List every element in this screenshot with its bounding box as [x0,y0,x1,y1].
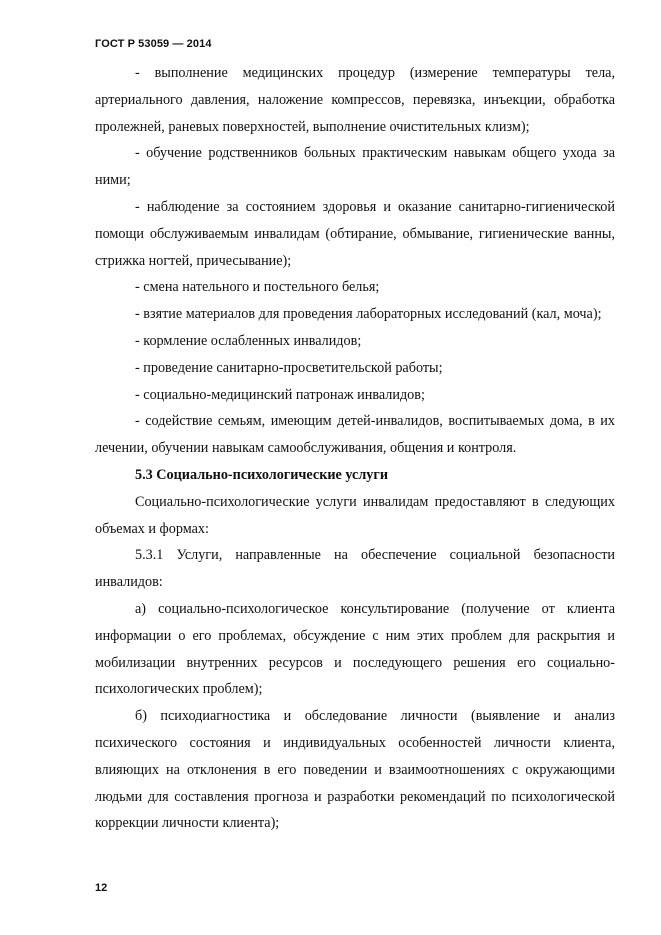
section-intro-paragraph: Социально-психологические услуги инвалидам предоставляют в следующих объемах и формах: [95,493,615,537]
list-item-medical-procedures: - выполнение медицинских процедур (измерение температуры тела, артериального давления, наложение компрессов, перевязка, инъекции, обработка пролежней, раневых поверхностей, выполнение очистительных клизм); [95,65,615,135]
subsection-paragraph: 5.3.1 Услуги, направленные на обеспечение социальной безопасности инвалидов: [95,547,615,591]
list-item-linen-change: - смена нательного и постельного белья; [135,279,380,296]
list-item-psychodiagnostics: б) психодиагностика и обследование личности (выявление и анализ психического состояния и индивидуальных особенностей личности клиента, влияющих на отклонения в его поведении и взаимоотношениях с окружающими людьми для составления прогноза и разработки рекомендаций по психологической коррекции личности клиента); [95,708,615,832]
list-item-lab-samples: - взятие материалов для проведения лабораторных исследований (кал, моча); [135,306,602,323]
list-item-family-assistance: - содействие семьям, имеющим детей-инвалидов, воспитываемых дома, в их лечении, обучении навыкам самообслуживания, общения и контроля. [95,413,615,457]
document-body [95,60,615,837]
list-item-sanitary-education: - проведение санитарно-просветительской работы; [135,359,443,376]
list-item-consulting: а) социально-психологическое консультирование (получение от клиента информации о его проблемах, обсуждение с ним этих проблем для раскрытия и мобилизации внутренних ресурсов и последующего решения его социально-психологических проблем); [95,600,615,698]
list-item-medical-patronage: - социально-медицинский патронаж инвалидов; [135,386,425,403]
section-heading: 5.3 Социально-психологические услуги [135,466,389,483]
page-number: 12 [95,882,108,894]
list-item-health-monitoring: - наблюдение за состоянием здоровья и оказание санитарно-гигиенической помощи обслуживаемым инвалидам (обтирание, обмывание, гигиенические ванны, стрижка ногтей, причесывание); [95,198,615,269]
document-code-header: ГОСТ Р 53059 — 2014 [95,38,212,50]
list-item-feeding: - кормление ослабленных инвалидов; [135,332,362,349]
list-item-relatives-training: - обучение родственников больных практическим навыкам общего ухода за ними; [95,145,615,189]
